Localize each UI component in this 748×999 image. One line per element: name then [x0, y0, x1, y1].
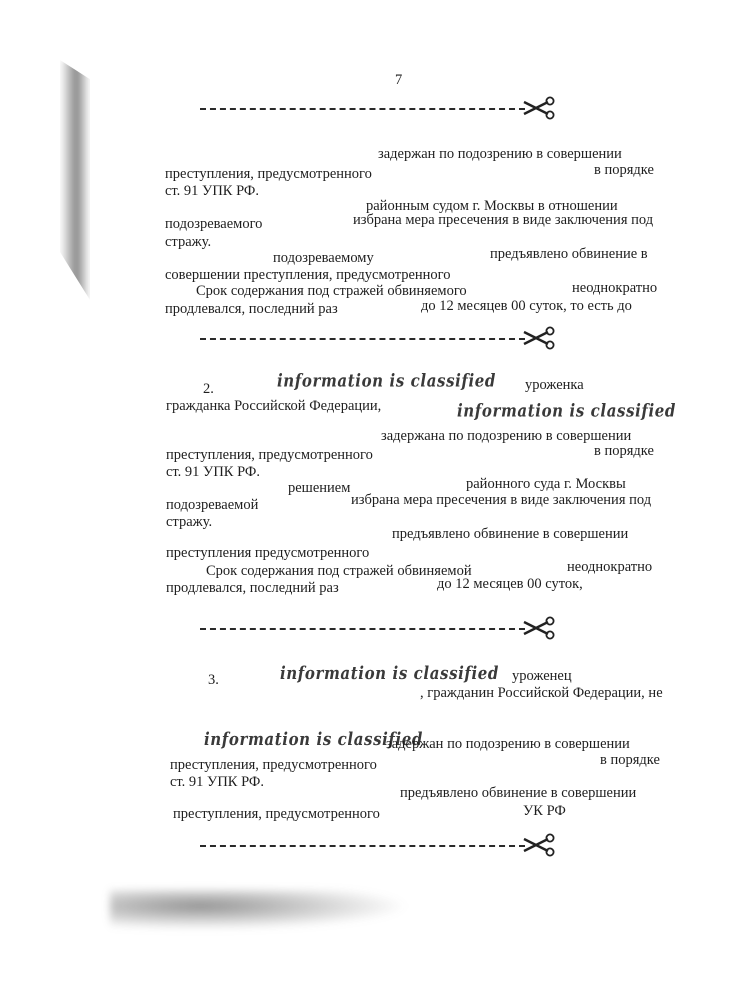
section2-line4a: преступления, предусмотренного	[166, 447, 373, 463]
section2-line6a: решением	[288, 480, 351, 496]
page-number: 7	[395, 72, 403, 88]
section2-line1b: уроженка	[525, 377, 584, 393]
section2-line10: преступления предусмотренного	[166, 545, 370, 561]
section1-line9b: неоднократно	[572, 280, 658, 296]
cut-line	[200, 628, 525, 630]
section3-line5: ст. 91 УПК РФ.	[170, 774, 264, 790]
section1-line2a: преступления, предусмотренного	[165, 166, 372, 182]
section2-line11b: неоднократно	[567, 559, 653, 575]
section1-line2b: в порядке	[594, 162, 654, 178]
section2-line5: ст. 91 УПК РФ.	[166, 464, 260, 480]
classified-stamp: information is classified	[280, 662, 500, 684]
section3-line2: , гражданин Российской Федерации, не	[420, 685, 663, 701]
section2-line7a: подозреваемой	[166, 497, 259, 513]
section1-line7b: предъявлено обвинение в	[490, 246, 648, 262]
section1-line4: районным судом г. Москвы в отношении	[366, 198, 618, 214]
section1-line9a: Срок содержания под стражей обвиняемого	[196, 283, 467, 299]
section1-line5b: избрана мера пресечения в виде заключения под	[353, 212, 654, 228]
section1-line3: ст. 91 УПК РФ.	[165, 183, 259, 199]
section2-line3: задержана по подозрению в совершении	[381, 428, 632, 444]
cut-line	[200, 108, 525, 110]
cut-line	[200, 338, 525, 340]
section2-number: 2.	[203, 381, 214, 397]
section2-line7b: избрана мера пресечения в виде заключения под	[351, 492, 652, 508]
section2-line9: предъявлено обвинение в совершении	[392, 526, 629, 542]
section2-line12b: до 12 месяцев 00 суток,	[437, 576, 583, 592]
section2-line11a: Срок содержания под стражей обвиняемой	[206, 563, 472, 579]
section2-line4b: в порядке	[594, 443, 654, 459]
section3-number: 3.	[208, 672, 219, 688]
section2-line12a: продлевался, последний раз	[166, 580, 339, 596]
section3-line1b: уроженец	[512, 668, 572, 684]
section2-line2: гражданка Российской Федерации,	[166, 398, 382, 414]
scissors-icon	[522, 833, 556, 859]
section1-line6: стражу.	[165, 234, 212, 250]
classified-stamp: information is classified	[277, 370, 497, 392]
section1-line10b: до 12 месяцев 00 суток, то есть до	[421, 298, 632, 314]
classified-stamp: information is classified	[204, 728, 424, 750]
cut-line	[200, 845, 525, 847]
section3-line7b: УК РФ	[523, 803, 566, 819]
section3-line4b: в порядке	[600, 752, 660, 768]
section1-line8: совершении преступления, предусмотренного	[165, 267, 451, 283]
scissors-icon	[522, 96, 556, 122]
section1-line7a: подозреваемому	[273, 250, 374, 266]
classified-stamp: information is classified	[457, 400, 677, 422]
section3-line3b: задержан по подозрению в совершении	[386, 736, 630, 752]
section1-line5a: подозреваемого	[165, 216, 263, 232]
page-bottom-shadow	[110, 890, 410, 930]
scissors-icon	[522, 326, 556, 352]
section2-line6b: районного суда г. Москвы	[466, 476, 626, 492]
section1-line10a: продлевался, последний раз	[165, 301, 338, 317]
section3-line6: предъявлено обвинение в совершении	[400, 785, 637, 801]
scissors-icon	[522, 616, 556, 642]
section3-line4a: преступления, предусмотренного	[170, 757, 377, 773]
page-edge-shadow	[60, 60, 90, 300]
section2-line8: стражу.	[166, 514, 213, 530]
section1-line1: задержан по подозрению в совершении	[378, 146, 622, 162]
section3-line7a: преступления, предусмотренного	[173, 806, 380, 822]
